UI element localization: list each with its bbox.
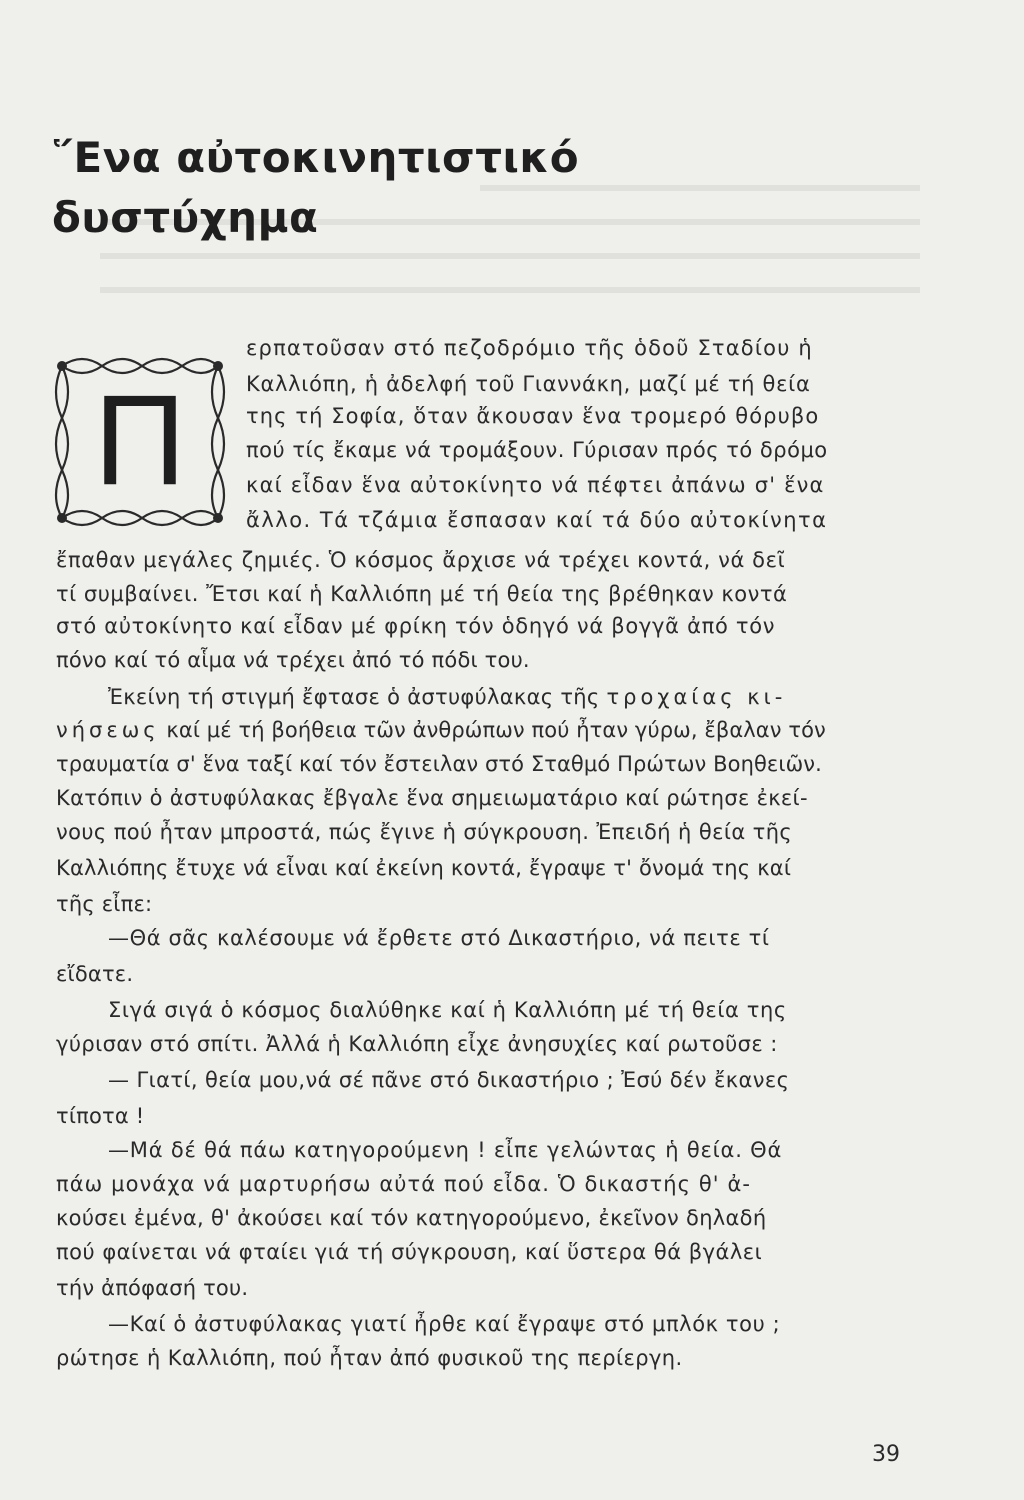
text-line: ερπατοῦσαν στό πεζοδρόμιο τῆς ὁδοῦ Σταδίου ἡ [246,336,813,360]
text-line: τῆς εἶπε: [56,892,153,916]
text-line: πού φαίνεται νά φταίει γιά τή σύγκρουση, καί ὕστερα θά βγάλει [56,1240,763,1264]
drop-cap [52,352,228,532]
chapter-title [52,128,752,248]
text-line: καί εἶδαν ἕνα αὐτοκίνητο νά πέφτει ἀπάνω σ' ἕνα [246,473,825,497]
dialogue-line: —Καί ὁ ἀστυφύλακας γιατί ἦρθε καί ἔγραψε στό μπλόκ του ; [108,1312,781,1336]
dialogue-line: — Γιατί, θεία μου,νά σέ πᾶνε στό δικαστήριο ; Ἐσύ δέν ἔκανες [108,1068,790,1092]
text-line: πόνο καί τό αἷμα νά τρέχει ἀπό τό πόδι του. [56,648,530,672]
text-line: πού τίς ἔκαμε νά τρομάξουν. Γύρισαν πρός τό δρόμο [246,438,828,462]
text-line [56,718,826,742]
title-line-1: ῞Ενα αὐτοκινητιστικό [52,133,580,182]
text-line: Σιγά σιγά ὁ κόσμος διαλύθηκε καί ἡ Καλλιόπη μέ τή θεία της [108,998,787,1022]
text-line: ρώτησε ἡ Καλλιόπη, πού ἦταν ἀπό φυσικοῦ της περίεργη. [56,1346,683,1370]
title-line-2: δυστύχημα [52,193,319,242]
text-line: ἔπαθαν μεγάλες ζημιές. Ὁ κόσμος ἄρχισε νά τρέχει κοντά, νά δεῖ [56,548,786,572]
text-line: γύρισαν στό σπίτι. Ἀλλά ἡ Καλλιόπη εἶχε ἀνησυχίες καί ρωτοῦσε : [56,1032,778,1056]
text-line: Καλλιόπη, ἡ ἀδελφή τοῦ Γιαννάκη, μαζί μέ τή θεία [246,372,811,396]
text-segment: Ἐκείνη τή στιγμή ἔφτασε ὁ ἀστυφύλακας τῆς [108,685,600,709]
emphasis-spaced: νήσεως [56,718,160,742]
emphasis-spaced: τροχαίας κι- [606,685,787,709]
text-line: κούσει ἐμένα, θ' ἀκούσει καί τόν κατηγορούμενο, ἐκεῖνον δηλαδή [56,1206,767,1230]
page-number: 39 [872,1442,900,1467]
dialogue-line: τίποτα ! [56,1104,145,1128]
text-line: νους πού ἦταν μπροστά, πώς ἔγινε ἡ σύγκρουση. Ἐπειδή ἡ θεία τῆς [56,820,793,844]
drop-cap-letter: Π [93,369,187,512]
text-line: της τή Σοφία, ὅταν ἄκουσαν ἕνα τρομερό θόρυβο [246,404,820,428]
text-line: τήν ἀπόφασή του. [56,1276,249,1300]
dialogue-line: —Θά σᾶς καλέσουμε νά ἔρθετε στό Δικαστήριο, νά πειτε τί [108,926,770,950]
dialogue-line: εἴδατε. [56,962,134,986]
text-line: τί συμβαίνει. Ἔτσι καί ἡ Καλλιόπη μέ τή θεία της βρέθηκαν κοντά [56,582,788,606]
text-line: ἄλλο. Τά τζάμια ἔσπασαν καί τά δύο αὐτοκίνητα [246,508,828,532]
text-line: τραυματία σ' ἕνα ταξί καί τόν ἔστειλαν στό Σταθμό Πρώτων Βοηθειῶν. [56,752,822,776]
text-line: Καλλιόπης ἔτυχε νά εἶναι καί ἐκείνη κοντά, ἔγραψε τ' ὄνομά της καί [56,856,792,880]
text-line: πάω μονάχα νά μαρτυρήσω αὐτά πού εἶδα. Ὁ δικαστής θ' ἀ- [56,1172,752,1196]
text-line [108,685,786,709]
text-line: στό αὐτοκίνητο καί εἶδαν μέ φρίκη τόν ὁδηγό νά βογγᾶ ἀπό τόν [56,614,776,638]
text-line: Κατόπιν ὁ ἀστυφύλακας ἔβγαλε ἕνα σημειωματάριο καί ρώτησε ἐκεί- [56,786,808,810]
text-segment: καί μέ τή βοήθεια τῶν ἀνθρώπων πού ἦταν γύρω, ἔβαλαν τόν [166,718,826,742]
dialogue-line: —Μά δέ θά πάω κατηγορούμενη ! εἶπε γελώντας ἡ θεία. Θά [108,1138,783,1162]
